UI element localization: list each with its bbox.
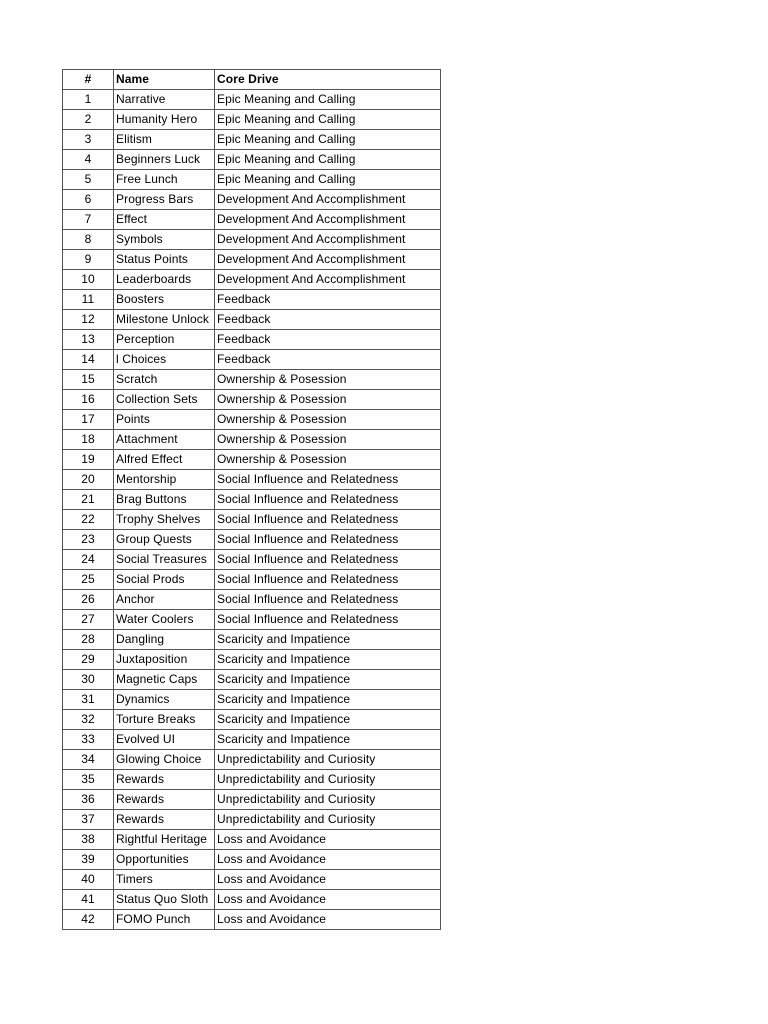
table-row — [63, 630, 441, 650]
core-drive-cell: Ownership & Posession — [215, 390, 441, 410]
table-row — [63, 350, 441, 370]
table-row — [63, 510, 441, 530]
table-row — [63, 150, 441, 170]
core-drive-cell: Loss and Avoidance — [215, 830, 441, 850]
row-number-cell: 35 — [63, 770, 114, 790]
core-drive-cell: Scaricity and Impatience — [215, 630, 441, 650]
table-row — [63, 290, 441, 310]
row-number-cell: 30 — [63, 670, 114, 690]
table-row — [63, 550, 441, 570]
technique-name-cell: Attachment — [114, 430, 215, 450]
row-number-cell: 14 — [63, 350, 114, 370]
header-name-label: Name — [116, 72, 150, 86]
table-row — [63, 450, 441, 470]
header-core-drive: Core Drive — [215, 70, 441, 90]
table-row — [63, 170, 441, 190]
technique-name-cell: Anchor — [114, 590, 215, 610]
core-drive-cell: Social Influence and Relatedness — [215, 550, 441, 570]
technique-name-cell: l Choices — [114, 350, 215, 370]
core-drive-cell: Unpredictability and Curiosity — [215, 810, 441, 830]
row-number-cell: 1 — [63, 90, 114, 110]
table-row — [63, 910, 441, 930]
technique-name-cell: Juxtaposition — [114, 650, 215, 670]
core-drive-cell: Scaricity and Impatience — [215, 690, 441, 710]
row-number-cell: 22 — [63, 510, 114, 530]
technique-name-cell: Free Lunch — [114, 170, 215, 190]
core-drive-cell: Feedback — [215, 290, 441, 310]
row-number-cell: 28 — [63, 630, 114, 650]
table-row — [63, 730, 441, 750]
core-drive-cell: Loss and Avoidance — [215, 890, 441, 910]
row-number-cell: 23 — [63, 530, 114, 550]
table-row — [63, 310, 441, 330]
row-number-cell: 31 — [63, 690, 114, 710]
table-row — [63, 810, 441, 830]
technique-name-cell: Collection Sets — [114, 390, 215, 410]
row-number-cell: 8 — [63, 230, 114, 250]
row-number-cell: 4 — [63, 150, 114, 170]
technique-name-cell: Rightful Heritage — [114, 830, 215, 850]
row-number-cell: 32 — [63, 710, 114, 730]
row-number-cell: 25 — [63, 570, 114, 590]
row-number-cell: 12 — [63, 310, 114, 330]
core-drive-cell: Epic Meaning and Calling — [215, 110, 441, 130]
table-row — [63, 710, 441, 730]
core-drive-cell: Social Influence and Relatedness — [215, 490, 441, 510]
table-row — [63, 270, 441, 290]
table-row — [63, 250, 441, 270]
row-number-cell: 17 — [63, 410, 114, 430]
technique-name-cell: Effect — [114, 210, 215, 230]
table-row — [63, 770, 441, 790]
table-row — [63, 690, 441, 710]
technique-name-cell: Narrative — [114, 90, 215, 110]
technique-name-cell: Status Quo Sloth — [114, 890, 215, 910]
core-drive-cell: Unpredictability and Curiosity — [215, 750, 441, 770]
technique-name-cell: Leaderboards — [114, 270, 215, 290]
row-number-cell: 27 — [63, 610, 114, 630]
row-number-cell: 2 — [63, 110, 114, 130]
core-drive-cell: Unpredictability and Curiosity — [215, 790, 441, 810]
technique-name-cell: Social Treasures — [114, 550, 215, 570]
technique-name-cell: Humanity Hero — [114, 110, 215, 130]
table-row — [63, 610, 441, 630]
core-drive-cell: Social Influence and Relatedness — [215, 470, 441, 490]
technique-name-cell: Dangling — [114, 630, 215, 650]
core-drive-cell: Development And Accomplishment — [215, 270, 441, 290]
table-row — [63, 210, 441, 230]
table-row — [63, 890, 441, 910]
technique-name-cell: Elitism — [114, 130, 215, 150]
table-row — [63, 430, 441, 450]
core-drive-cell: Loss and Avoidance — [215, 910, 441, 930]
technique-name-cell: FOMO Punch — [114, 910, 215, 930]
table-row — [63, 130, 441, 150]
technique-name-cell: Mentorship — [114, 470, 215, 490]
table-row — [63, 570, 441, 590]
technique-name-cell: Progress Bars — [114, 190, 215, 210]
technique-name-cell: Magnetic Caps — [114, 670, 215, 690]
spreadsheet-table-container — [62, 69, 440, 930]
technique-name-cell: Points — [114, 410, 215, 430]
table-row — [63, 470, 441, 490]
core-drive-cell: Feedback — [215, 330, 441, 350]
technique-name-cell: Glowing Choice — [114, 750, 215, 770]
row-number-cell: 3 — [63, 130, 114, 150]
technique-name-cell: Rewards — [114, 790, 215, 810]
core-drive-cell: Development And Accomplishment — [215, 190, 441, 210]
core-drive-cell: Development And Accomplishment — [215, 230, 441, 250]
row-number-cell: 36 — [63, 790, 114, 810]
row-number-cell: 9 — [63, 250, 114, 270]
row-number-cell: 40 — [63, 870, 114, 890]
core-drive-cell: Feedback — [215, 310, 441, 330]
core-drive-cell: Social Influence and Relatedness — [215, 590, 441, 610]
table-row — [63, 670, 441, 690]
row-number-cell: 41 — [63, 890, 114, 910]
table-row — [63, 230, 441, 250]
core-drive-cell: Ownership & Posession — [215, 450, 441, 470]
core-drive-cell: Epic Meaning and Calling — [215, 170, 441, 190]
technique-name-cell: Symbols — [114, 230, 215, 250]
table-body — [63, 90, 441, 930]
header-name — [114, 70, 215, 90]
row-number-cell: 16 — [63, 390, 114, 410]
core-drive-cell: Feedback — [215, 350, 441, 370]
technique-name-cell: Beginners Luck — [114, 150, 215, 170]
table-row — [63, 390, 441, 410]
technique-name-cell: Scratch — [114, 370, 215, 390]
core-drive-cell: Ownership & Posession — [215, 370, 441, 390]
table-row — [63, 590, 441, 610]
table-row — [63, 750, 441, 770]
core-drive-cell: Scaricity and Impatience — [215, 650, 441, 670]
row-number-cell: 13 — [63, 330, 114, 350]
row-number-cell: 18 — [63, 430, 114, 450]
core-drive-cell: Social Influence and Relatedness — [215, 570, 441, 590]
technique-name-cell: Brag Buttons — [114, 490, 215, 510]
core-drive-cell: Ownership & Posession — [215, 430, 441, 450]
core-drive-cell: Scaricity and Impatience — [215, 730, 441, 750]
core-drive-cell: Epic Meaning and Calling — [215, 130, 441, 150]
table-row — [63, 410, 441, 430]
row-number-cell: 11 — [63, 290, 114, 310]
core-drive-cell: Scaricity and Impatience — [215, 670, 441, 690]
core-drive-cell: Epic Meaning and Calling — [215, 90, 441, 110]
technique-name-cell: Evolved UI — [114, 730, 215, 750]
table-row — [63, 650, 441, 670]
row-number-cell: 10 — [63, 270, 114, 290]
row-number-cell: 7 — [63, 210, 114, 230]
table-row — [63, 330, 441, 350]
row-number-cell: 20 — [63, 470, 114, 490]
table-row — [63, 870, 441, 890]
core-drive-cell: Development And Accomplishment — [215, 250, 441, 270]
core-drive-cell: Unpredictability and Curiosity — [215, 770, 441, 790]
core-drive-cell: Ownership & Posession — [215, 410, 441, 430]
technique-name-cell: Milestone Unlock — [114, 310, 215, 330]
table-row — [63, 370, 441, 390]
techniques-table — [62, 69, 441, 930]
row-number-cell: 42 — [63, 910, 114, 930]
row-number-cell: 26 — [63, 590, 114, 610]
technique-name-cell: Opportunities — [114, 850, 215, 870]
technique-name-cell: Alfred Effect — [114, 450, 215, 470]
technique-name-cell: Trophy Shelves — [114, 510, 215, 530]
core-drive-cell: Social Influence and Relatedness — [215, 530, 441, 550]
row-number-cell: 19 — [63, 450, 114, 470]
table-row — [63, 830, 441, 850]
technique-name-cell: Dynamics — [114, 690, 215, 710]
table-row — [63, 850, 441, 870]
table-row — [63, 530, 441, 550]
header-num: # — [63, 70, 114, 90]
table-row — [63, 110, 441, 130]
table-header-row — [63, 70, 441, 90]
row-number-cell: 38 — [63, 830, 114, 850]
core-drive-cell: Scaricity and Impatience — [215, 710, 441, 730]
row-number-cell: 6 — [63, 190, 114, 210]
table-row — [63, 490, 441, 510]
row-number-cell: 33 — [63, 730, 114, 750]
table-row — [63, 90, 441, 110]
core-drive-cell: Loss and Avoidance — [215, 850, 441, 870]
technique-name-cell: Status Points — [114, 250, 215, 270]
row-number-cell: 15 — [63, 370, 114, 390]
row-number-cell: 39 — [63, 850, 114, 870]
row-number-cell: 24 — [63, 550, 114, 570]
technique-name-cell: Social Prods — [114, 570, 215, 590]
core-drive-cell: Development And Accomplishment — [215, 210, 441, 230]
technique-name-cell: Rewards — [114, 810, 215, 830]
core-drive-cell: Epic Meaning and Calling — [215, 150, 441, 170]
row-number-cell: 37 — [63, 810, 114, 830]
row-number-cell: 29 — [63, 650, 114, 670]
technique-name-cell: Perception — [114, 330, 215, 350]
technique-name-cell: Boosters — [114, 290, 215, 310]
technique-name-cell: Water Coolers — [114, 610, 215, 630]
row-number-cell: 34 — [63, 750, 114, 770]
technique-name-cell: Rewards — [114, 770, 215, 790]
row-number-cell: 21 — [63, 490, 114, 510]
technique-name-cell: Timers — [114, 870, 215, 890]
core-drive-cell: Social Influence and Relatedness — [215, 510, 441, 530]
core-drive-cell: Loss and Avoidance — [215, 870, 441, 890]
technique-name-cell: Group Quests — [114, 530, 215, 550]
technique-name-cell: Torture Breaks — [114, 710, 215, 730]
table-row — [63, 190, 441, 210]
core-drive-cell: Social Influence and Relatedness — [215, 610, 441, 630]
table-row — [63, 790, 441, 810]
row-number-cell: 5 — [63, 170, 114, 190]
